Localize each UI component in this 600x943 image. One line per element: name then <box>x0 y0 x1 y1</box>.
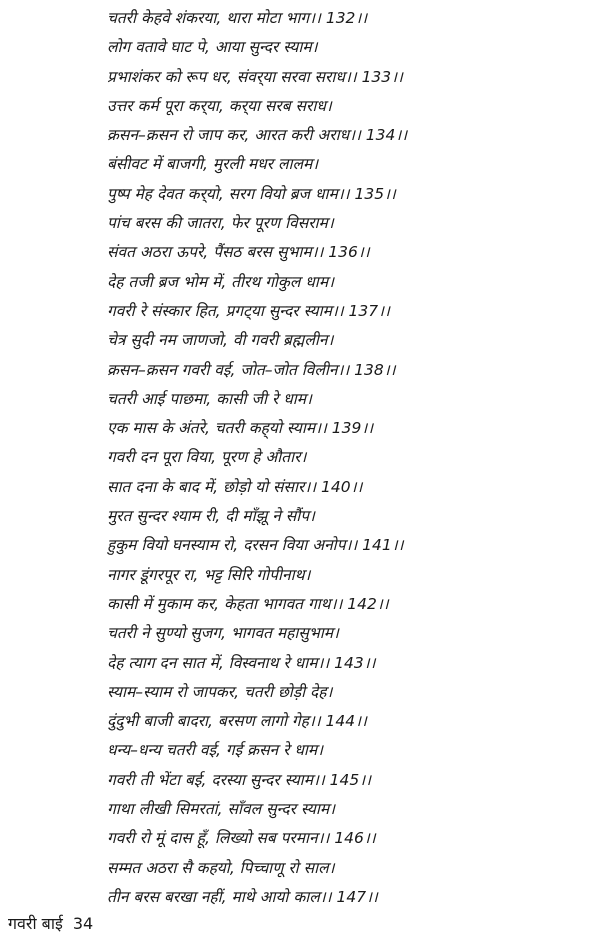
verse-line: देह तजी ब्रज भोम में, तीरथ गोकुल धाम। <box>107 272 334 291</box>
verse-line: चतरी आई पाछमा, कासी जी रे धाम। <box>107 389 312 408</box>
verse-line: गाथा लीखी सिमरतां, साँवल सुन्दर स्याम। <box>107 800 336 819</box>
verse-line: सम्मत अठरा सै कहयो, पिच्चाणू रो साल। <box>107 858 335 877</box>
verse-line: तीन बरस बरखा नहीं, माथे आयो काल।। 147।। <box>107 887 378 906</box>
verse-line: धन्य–धन्य चतरी वई, गई क्रसन रे धाम। <box>107 741 324 760</box>
verse-line: कासी में मुकाम कर, केहता भागवत गाथ।। 142।। <box>107 594 389 613</box>
page-footer <box>8 912 93 934</box>
verse-line: नागर डूंगरपूर रा, भट्ट सिरि गोपीनाथ। <box>107 565 311 584</box>
verse-line: सात दना के बाद में, छोड़ो यो संसार।। 140।। <box>107 477 363 496</box>
verse-line: हुकुम वियो घनस्याम रो, दरसन विया अनोप।। 141।। <box>107 536 404 555</box>
verse-line: बंसीवट में बाजगी, मुरली मधर लालम। <box>107 155 319 174</box>
verse-line: एक मास के अंतरे, चतरी कह्‌यो स्याम।। 139।। <box>107 419 374 438</box>
verse-line: देह त्याग दन सात में, विस्वनाथ रे धाम।। 143।। <box>107 653 376 672</box>
verse-line: स्याम–स्याम रो जापकर, चतरी छोड़ी देह। <box>107 682 333 701</box>
verse-line: लोग वतावे घाट पे, आया सुन्दर स्याम। <box>107 38 318 57</box>
verse-line: पुष्प मेह देवत कर्‌यो, सरग वियो ब्रज धाम।। 135।। <box>107 184 396 203</box>
verse-line: पांच बरस की जातरा, फेर पूरण विसराम। <box>107 214 334 233</box>
verse-line: क्रसन–क्रसन रो जाप कर, आरत करी अराध।। 134।। <box>107 126 408 145</box>
verse-line: गवरी रो मूं दास हूँ, लिख्यो सब परमान।। 146।। <box>107 829 376 848</box>
verse-line: गवरी रे संस्कार हित, प्रगट्‌या सुन्दर स्याम।। 137।। <box>107 301 390 320</box>
verse-line: चेत्र सुदी नम जाणजो, वी गवरी ब्रह्मलीन। <box>107 331 334 350</box>
verse-line: क्रसन–क्रसन गवरी वई, जोत–जोत विलीन।। 138।। <box>107 360 396 379</box>
running-title: गवरी बाई <box>8 914 63 933</box>
verse-block <box>107 4 577 912</box>
verse-line: दुंदुभी बाजी बादरा, बरसण लागो गेह।। 144।। <box>107 712 367 731</box>
verse-line: गवरी दन पूरा विया, पूरण हे औतार। <box>107 448 307 467</box>
verse-line: चतरी ने सुण्यो सुजग, भागवत महासुभाम। <box>107 624 339 643</box>
verse-line: संवत अठरा ऊपरे, पैंसठ बरस सुभाम।। 136।। <box>107 243 370 262</box>
verse-line: मुरत सुन्दर श्याम री, दी माँझू ने सौंप। <box>107 507 315 526</box>
verse-line: उत्तर कर्म पूरा कर्‌या, कर्‌या सरब सराध। <box>107 96 332 115</box>
verse-line: प्रभाशंकर को रूप धर, संवर्‌या सरवा सराध।। 133।। <box>107 67 403 86</box>
page-number: 34 <box>72 914 94 933</box>
verse-line: गवरी ती भेंटा बई, दरस्या सुन्दर स्याम।। 145।। <box>107 770 371 789</box>
verse-line: चतरी केहवे शंकरया, थारा मोटा भाग।। 132।। <box>107 9 368 27</box>
